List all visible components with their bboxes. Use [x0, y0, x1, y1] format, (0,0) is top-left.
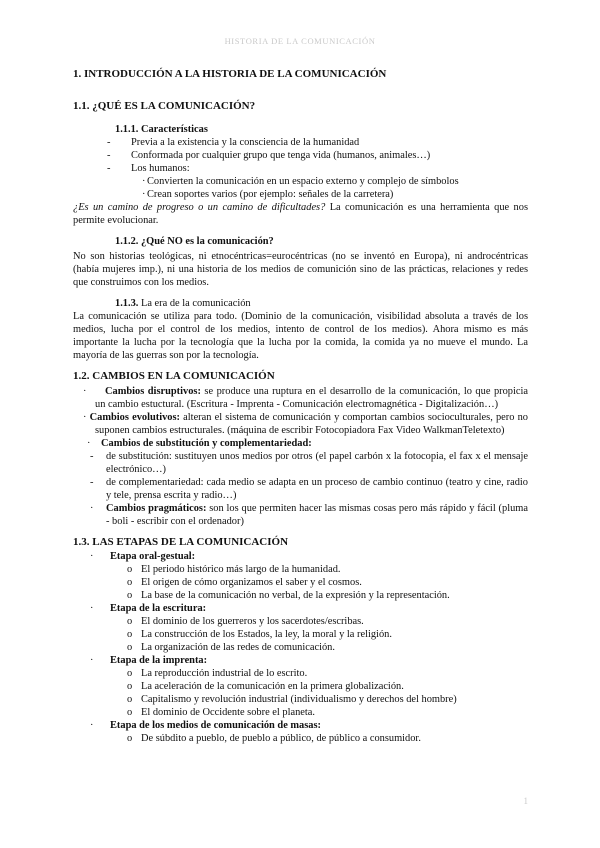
- pragmatic-changes: · Cambios pragmáticos: son los que permiten hacer las mismas cosas pero más rápido y fácil (pluma - boli - escribir con el ordenador): [90, 503, 528, 527]
- list-item: o De súbdito a pueblo, de pueblo a público, de público a consumidor.: [127, 733, 421, 744]
- list-item: · Crean soportes varios (por ejemplo: señales de la carretera): [142, 189, 394, 200]
- list-item: o El origen de cómo organizamos el saber y el cosmos.: [127, 577, 362, 588]
- document-body: [73, 68, 528, 745]
- substitution-changes-title: · Cambios de substitución y complementariedad:: [87, 438, 312, 449]
- list-item: o El periodo histórico más largo de la humanidad.: [127, 564, 341, 575]
- humans-sublist: [73, 175, 528, 201]
- list-item: - Conformada por cualquier grupo que tenga vida (humanos, animales…): [107, 150, 431, 161]
- complementarity-item: - de complementariedad: cada medio se adapta en un proceso de cambio continuo (teatro y cine, radio y tele, prensa escrita y radio…): [90, 477, 528, 501]
- stage-items: [73, 732, 528, 745]
- substitution-item: - de substitución: sustituyen unos medios por otros (el papel carbón x la fotocopia, el fax x el mensaje electrónico…): [90, 451, 528, 475]
- stage-imprenta: · Etapa de la imprenta:: [90, 655, 208, 666]
- section-1-3-title: 1.3. LAS ETAPAS DE LA COMUNICACIÓN: [73, 536, 289, 548]
- stage-items: [73, 667, 528, 719]
- characteristics-list: [73, 136, 528, 175]
- list-item: o Capitalismo y revolución industrial (individualismo y derechos del hombre): [127, 694, 457, 705]
- question-paragraph: ¿Es un camino de progreso o un camino de dificultades? La comunicación es una herramienta que nos permite evolucionar.: [73, 202, 528, 226]
- section-1-1-3-title: 1.1.3. La era de la comunicación: [115, 298, 251, 309]
- section-1-title: 1. INTRODUCCIÓN A LA HISTORIA DE LA COMUNICACIÓN: [73, 68, 387, 80]
- list-item: - Los humanos:: [107, 163, 190, 174]
- section-1-1-2-text: No son historias teológicas, ni etnocéntricas=eurocéntricas (no se inventó en Europa), ni androcéntricas (había mujeres imp.), ni una historia de los medios de comunición sino de las prácticas, relaciones y redes que construimos con los medios.: [73, 251, 528, 288]
- list-item: - Previa a la existencia y la consciencia de la humanidad: [107, 137, 360, 148]
- list-item: o La construcción de los Estados, la ley, la moral y la religión.: [127, 629, 392, 640]
- section-1-1-3-text: La comunicación se utiliza para todo. (Dominio de la comunicación, visibilidad absoluta a través de los medios, lucha por el control de los medios, intento de control de los medios). Ahora mismo es más importante la lucha por la tecnología que la lucha por la comida, la comida ya no mueve el mundo. La mayoría de las guerras son por la tecnología.: [73, 311, 528, 361]
- list-item: · Convierten la comunicación en un espacio externo y complejo de símbolos: [142, 176, 459, 187]
- list-item: o La reproducción industrial de lo escrito.: [127, 668, 308, 679]
- list-item: o El dominio de Occidente sobre el planeta.: [127, 707, 315, 718]
- page-number: 1: [523, 796, 528, 806]
- section-1-2-title: 1.2. CAMBIOS EN LA COMUNICACIÓN: [73, 370, 275, 382]
- list-item: o La base de la comunicación no verbal, de la expresión y la representación.: [127, 590, 450, 601]
- stage-medios-masas: · Etapa de los medios de comunicación de masas:: [90, 720, 321, 731]
- section-1-1-2-title: 1.1.2. ¿Qué NO es la comunicación?: [115, 236, 274, 247]
- disruptive-changes: · Cambios disruptivos: se produce una ruptura en el desarrollo de la comunicación, lo que propicia un cambio estuctural. (Escritura - Imprenta - Comunicación electromagnética - Digitalización…): [83, 386, 528, 410]
- running-header: HISTORIA DE LA COMUNICACIÓN: [224, 36, 376, 46]
- section-1-1-title: 1.1. ¿QUÉ ES LA COMUNICACIÓN?: [73, 100, 256, 112]
- list-item: o El dominio de los guerreros y los sacerdotes/escribas.: [127, 616, 364, 627]
- list-item: o La aceleración de la comunicación en la primera globalización.: [127, 681, 404, 692]
- stage-items: [73, 615, 528, 654]
- stage-escritura: · Etapa de la escritura:: [90, 603, 207, 614]
- stage-oral-gestual: · Etapa oral-gestual:: [90, 551, 196, 562]
- stage-items: [73, 563, 528, 602]
- evolutive-changes: · Cambios evolutivos: alteran el sistema de comunicación y comportan cambios socioculturales, pero no suponen cambios estructurales. (máquina de escribir Fotocopiadora Fax Video WalkmanTeletexto): [83, 412, 528, 436]
- section-1-1-1-title: 1.1.1. Características: [115, 124, 208, 135]
- list-item: o La organización de las redes de comunicación.: [127, 642, 335, 653]
